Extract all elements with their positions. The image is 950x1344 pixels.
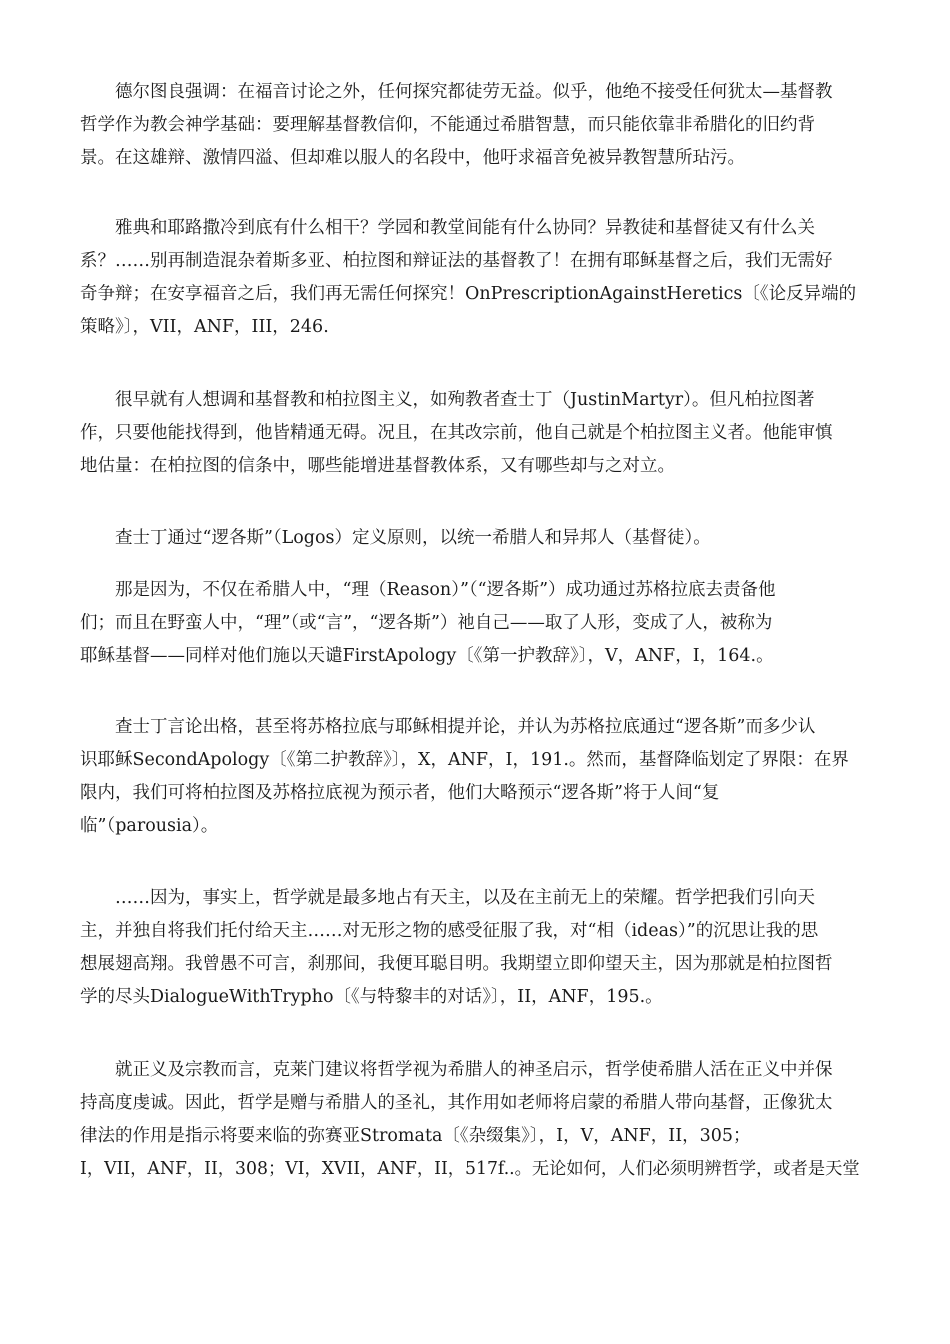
paragraph-line: 主，并独自将我们托付给天主……对无形之物的感受征服了我，对“相（ideas）”的沉思让我的思 (80, 921, 819, 941)
paragraph-line: 作，只要他能找得到，他皆精通无碍。况且，在其改宗前，他自己就是个柏拉图主义者。他能审慎 (80, 423, 833, 443)
paragraph-line: 临”（parousia）。 (80, 816, 219, 836)
paragraph-justin-martyr (80, 384, 870, 483)
paragraph-line: 律法的作用是指示将要来临的弥赛亚Stromata〔《杂缀集》〕，I，V，ANF，II，305； (80, 1126, 751, 1146)
paragraph-line: I，VII，ANF，II，308；VI，XVII，ANF，II，517f..。无论如何，人们必须明辨哲学，或者是天堂 (80, 1159, 860, 1179)
paragraph-line: 就正义及宗教而言，克莱门建议将哲学视为希腊人的神圣启示，哲学使希腊人活在正义中并保 (115, 1060, 833, 1080)
paragraph-line: 们；而且在野蛮人中，“理”（或“言”，“逻各斯”）祂自己——取了人形，变成了人，被称为 (80, 613, 773, 633)
paragraph-line: ……因为，事实上，哲学就是最多地占有天主，以及在主前无上的荣耀。哲学把我们引向天 (115, 888, 815, 908)
paragraph-dialogue-trypho-quote (80, 882, 870, 1014)
paragraph-line: 策略》〕，VII，ANF，III，246. (80, 317, 329, 337)
paragraph-athens-jerusalem-quote (80, 212, 870, 344)
paragraph-line: 识耶稣SecondApology〔《第二护教辞》〕，X，ANF，I，191.。然而，基督降临划定了界限：在界 (80, 750, 849, 770)
paragraph-line: 想展翅高翔。我曾愚不可言，刹那间，我便耳聪目明。我期望立即仰望天主，因为那就是柏拉图哲 (80, 954, 833, 974)
paragraph-line: 哲学作为教会神学基础：要理解基督教信仰，不能通过希腊智慧，而只能依靠非希腊化的旧约背 (80, 115, 815, 135)
paragraph-line: 系？……别再制造混杂着斯多亚、柏拉图和辩证法的基督教了！在拥有耶稣基督之后，我们无需好 (80, 251, 833, 271)
paragraph-line: 耶稣基督——同样对他们施以天谴FirstApology〔《第一护教辞》〕，V，ANF，I，164.。 (80, 646, 774, 666)
paragraph-line: 景。在这雄辩、激情四溢、但却难以服人的名段中，他吁求福音免被异教智慧所玷污。 (80, 148, 745, 168)
paragraph-socrates-jesus (80, 711, 870, 843)
paragraph-line: 很早就有人想调和基督教和柏拉图主义，如殉教者查士丁（JustinMartyr）。但凡柏拉图著 (115, 390, 815, 410)
paragraph-line: 查士丁通过“逻各斯”（Logos）定义原则，以统一希腊人和异邦人（基督徒）。 (115, 528, 711, 548)
paragraph-line: 持高度虔诚。因此，哲学是赠与希腊人的圣礼，其作用如老师将启蒙的希腊人带向基督，正像犹太 (80, 1093, 833, 1113)
paragraph-clement (80, 1054, 870, 1186)
paragraph-logos-definition (80, 522, 870, 555)
paragraph-line: 德尔图良强调：在福音讨论之外，任何探究都徒劳无益。似乎，他绝不接受任何犹太—基督教 (115, 82, 833, 102)
paragraph-line: 查士丁言论出格，甚至将苏格拉底与耶稣相提并论，并认为苏格拉底通过“逻各斯”而多少认 (115, 717, 816, 737)
paragraph-line: 限内，我们可将柏拉图及苏格拉底视为预示者，他们大略预示“逻各斯”将于人间“复 (80, 783, 720, 803)
paragraph-line: 地估量：在柏拉图的信条中，哪些能增进基督教体系，又有哪些却与之对立。 (80, 456, 675, 476)
paragraph-line: 那是因为，不仅在希腊人中，“理（Reason）”（“逻各斯”）成功通过苏格拉底去责备他 (115, 580, 776, 600)
paragraph-first-apology-quote (80, 574, 870, 673)
paragraph-line: 雅典和耶路撒冷到底有什么相干？学园和教堂间能有什么协同？异教徒和基督徒又有什么关 (115, 218, 815, 238)
paragraph-line: 学的尽头DialogueWithTrypho〔《与特黎丰的对话》〕，II，ANF，195.。 (80, 987, 663, 1007)
paragraph-tertullian (80, 76, 870, 175)
paragraph-line: 奇争辩；在安享福音之后，我们再无需任何探究！OnPrescriptionAgainstHeretics〔《论反异端的 (80, 284, 857, 304)
